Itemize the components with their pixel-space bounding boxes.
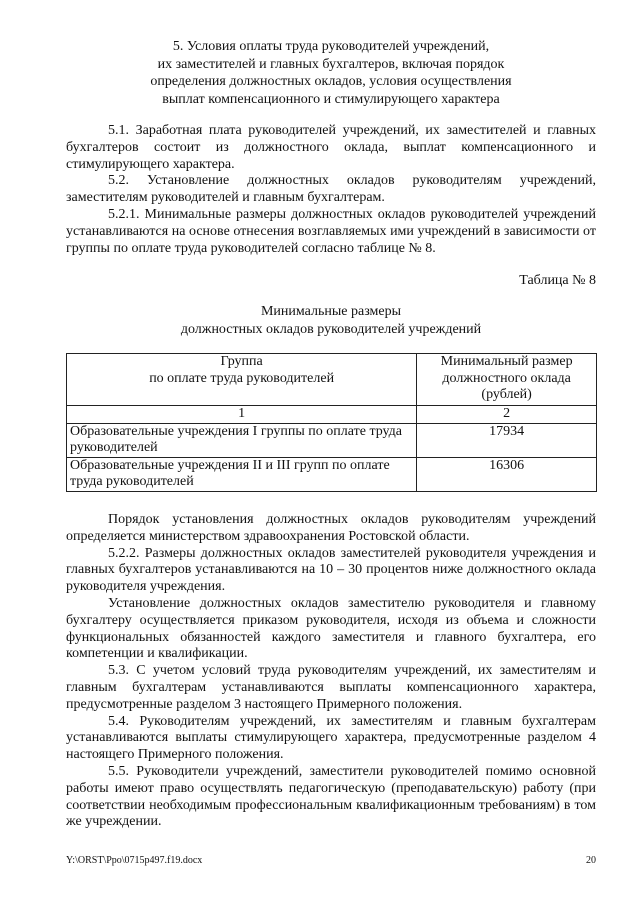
paragraph-5-1: 5.1. Заработная плата руководителей учреждений, их заместителей и главных бухгалтеров состоит из должностного оклада, выплат компенсационного и стимулирующего характера. [66, 123, 596, 172]
table-header-row [67, 354, 597, 406]
column-number: 1 [67, 406, 417, 424]
heading-line: определения должностных окладов, условия осуществления [150, 74, 512, 89]
paragraph-5-4: 5.4. Руководителям учреждений, их заместителям и главным бухгалтерам устанавливаются выплаты стимулирующего характера, предусмотренные разделом 4 настоящего Примерного положения. [66, 713, 596, 763]
paragraph-5-2-1: 5.2.1. Минимальные размеры должностных окладов руководителей учреждений устанавливаются на основе отнесения возглавляемых ими учреждений в зависимости от группы по оплате труда руководителей согласно таблице № 8. [66, 206, 596, 256]
table-row [67, 423, 597, 457]
header-group-cell [67, 354, 417, 406]
paragraph-5-2-2: 5.2.2. Размеры должностных окладов заместителей руководителя учреждения и главных бухгалтеров устанавливаются на 10 – 30 процентов ниже должностного оклада руководителя учреждения. [66, 545, 596, 595]
section-heading [66, 38, 596, 108]
table-title [66, 303, 596, 338]
paragraph-5-3: 5.3. С учетом условий труда руководителям учреждений, их заместителям и главным бухгалтерам устанавливаются выплаты компенсационного характера, предусмотренные разделом 3 настоящего Примерного положения. [66, 663, 596, 712]
salary-cell: 16306 [417, 457, 597, 491]
paragraph-5-5: 5.5. Руководители учреждений, заместители руководителей помимо основной работы имеют право осуществлять педагогическую (преподавательскую) работу (при соответствии необходимым профессиональным квалификационным требованиям) в том же учреждении. [66, 763, 596, 830]
salary-table [66, 353, 597, 492]
page-number: 20 [586, 855, 596, 866]
text-block-before-table [66, 123, 596, 257]
header-salary-cell [417, 354, 597, 406]
table-caption: Таблица № 8 [519, 273, 596, 288]
heading-line: их заместителей и главных бухгалтеров, включая порядок [157, 56, 505, 72]
column-number: 2 [417, 406, 597, 424]
group-cell: Образовательные учреждения II и III групп по оплате труда руководителей [67, 457, 417, 491]
header-text: (рублей) [481, 387, 532, 402]
group-cell: Образовательные учреждения I группы по оплате труда руководителей [67, 423, 417, 457]
paragraph-5-2: 5.2. Установление должностных окладов руководителям учреждений, заместителям руководителей и главным бухгалтерам. [66, 173, 596, 206]
heading-line: выплат компенсационного и стимулирующего характера [162, 91, 500, 107]
table-row [67, 457, 597, 491]
salary-cell: 17934 [417, 423, 597, 457]
header-text: по оплате труда руководителей [149, 370, 335, 386]
header-text: Группа [220, 354, 263, 369]
header-text: Минимальный размер [440, 354, 573, 369]
heading-line: 5. Условия оплаты труда руководителей учреждений, [172, 39, 490, 54]
footer-file-path: Y:\ORST\Ppo\0715p497.f19.docx [66, 855, 203, 866]
table-title-line: должностных окладов руководителей учреждений [180, 321, 482, 337]
table-numbering-row [67, 406, 597, 424]
table-title-line: Минимальные размеры [260, 304, 402, 319]
paragraph-procedure: Порядок установления должностных окладов руководителям учреждений определяется министерством здравоохранения Ростовской области. [66, 512, 596, 544]
paragraph-deputy-salary: Установление должностных окладов заместителю руководителя и главному бухгалтеру осуществляется приказом руководителя, исходя из объема и сложности функциональных обязанностей каждого заместителя и главного бухгалтера, его компетенции и квалификации. [66, 595, 596, 662]
header-text: должностного оклада [442, 370, 571, 386]
text-block-after-table [66, 512, 596, 831]
